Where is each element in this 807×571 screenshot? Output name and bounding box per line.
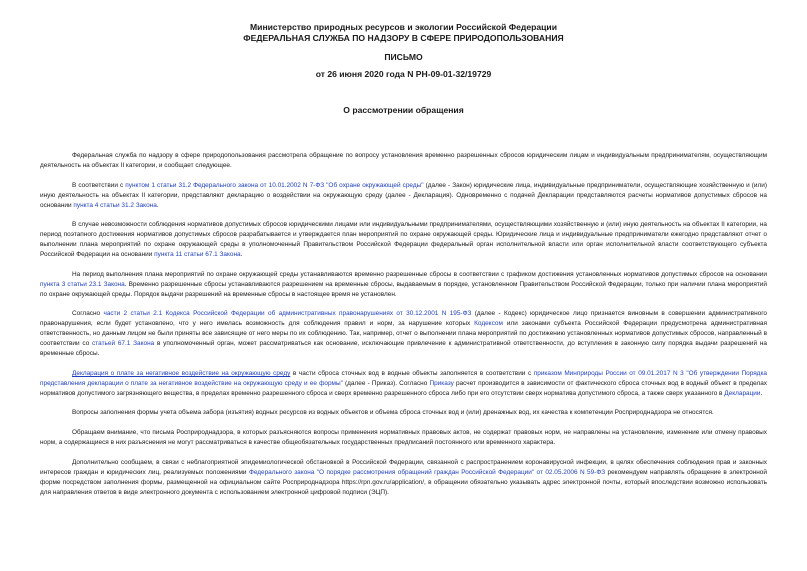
document-link[interactable]: пункта 11 статьи 67.1 Закона: [154, 251, 241, 259]
document-link[interactable]: Декларация о плате за негативное воздействие на окружающую среду: [72, 369, 291, 377]
document-link[interactable]: Кодексом: [474, 320, 503, 328]
paragraph-text: расчет производится в зависимости от фактического сброса сточных вод в водный объект в пределах нормативов допустимого загрязняющего вещества, в пределах временно разрешенного сброса и сверх временно разрешенного сброса либо при его отсутствии сверх норматива допустимого сброса, а также сверх указанного в: [40, 379, 767, 397]
paragraph-text: или законами субъекта Российской Федерации предусмотрена административная ответственность, но данным лицом не были приняты все зависящие от него меры по их соблюдению. Так, например, отчет о выполнении плана мероприятий по достижению установленных нормативов допустимых сбросов, направленный в соответствии со: [40, 320, 767, 348]
paragraph-text: в уполномоченный орган, может рассматриваться как основание, исключающие привлечение к административной ответственности, до вступления в законную силу порядка выдачи разрешений на временные сбросы.: [40, 340, 767, 358]
paragraph: [40, 458, 767, 498]
document-type: ПИСЬМО: [384, 52, 423, 62]
paragraph-text: .: [760, 389, 763, 397]
paragraph-text: Согласно: [72, 310, 104, 318]
paragraph-text: .: [156, 201, 159, 209]
paragraph-text: .: [240, 251, 243, 259]
paragraph: [40, 428, 767, 448]
document-subject: О рассмотрении обращения: [343, 105, 464, 115]
ministry-name: Министерство природных ресурсов и экологии Российской Федерации: [250, 22, 557, 32]
paragraph: [40, 151, 767, 171]
document-date-number: от 26 июня 2020 года N РН-09-01-32/19729: [315, 69, 492, 79]
document-link[interactable]: части 2 статьи 2.1 Кодекса Российской Федерации об административных правонарушениях от 30.12.2001 N 195-ФЗ: [103, 310, 472, 318]
paragraph: [40, 270, 767, 300]
paragraph-text: в части сброса сточных вод в водные объекты заполняется в соответствии с: [290, 369, 534, 377]
paragraph-text: В соответствии с: [72, 181, 126, 189]
document-link[interactable]: Федерального закона "О порядке рассмотрения обращений граждан Российской Федерации" от 02.05.2006 N 59-ФЗ: [248, 468, 606, 476]
paragraph: [40, 220, 767, 260]
document-link[interactable]: статьей 67.1 Закона: [92, 340, 155, 348]
paragraph-text: Обращаем внимание, что письма Росприроднадзора, в которых разъясняются вопросы применения нормативных правовых актов, не содержат правовых норм, не направлены на установление, изменение или отмену правовых норм, а содержащиеся в них разъяснения не могут рассматриваться в качестве общеобязательных государственных предписаний постоянного или временного характера.: [40, 429, 767, 447]
paragraph: [40, 181, 767, 211]
document-link[interactable]: пункта 3 статьи 23.1 Закона: [40, 280, 125, 288]
document-link[interactable]: пункта 4 статьи 31.2 Закона: [73, 201, 157, 209]
paragraph: [40, 369, 767, 399]
paragraph-text: На период выполнения плана мероприятий по охране окружающей среды устанавливаются временно разрешенные сбросы в соответствии с графиком достижения установленных нормативов допустимых сбросов на основании: [72, 270, 767, 278]
paragraph-text: Вопросы заполнения формы учета объема забора (изъятия) водных ресурсов из водных объектов и объема сброса сточных вод и (или) дренажных вод, их качества к компетенции Росприроднадзора не относятся.: [72, 409, 714, 417]
paragraph-text: (далее - Кодекс) юридическое лицо признается виновным в совершении административного правонарушения, если будет установлено, что у него имелась возможность для соблюдения правил и норм, за нарушение которых: [40, 310, 767, 328]
paragraph-text: Дополнительно сообщаем, в связи с неблагоприятной эпидемиологической обстановкой в Российской Федерации, связанной с распространением коронавирусной инфекции, в целях обеспечения соблюдения прав и законных интересов граждан и юридических лиц, реализуемых положениями: [40, 458, 767, 476]
paragraph-text: Федеральная служба по надзору в сфере природопользования рассмотрела обращение по вопросу установления временно разрешенных сбросов юридическим лицам и индивидуальным предпринимателям, осуществляющим деятельность на объектах II категории, и сообщает следующее.: [40, 152, 767, 169]
paragraph-text: . Временно разрешенные сбросы устанавливаются разрешением на временные сбросы, выдаваемым в порядке, установленном Правительством Российской Федерации, только при наличии плана мероприятий по охране окружающей среды. Порядок выдачи разрешений на временные сбросы в настоящее время не установлен.: [40, 280, 768, 298]
document-body: [40, 151, 767, 498]
document-link[interactable]: приказом Минприроды России от 09.01.2017 N 3 "Об утверждении Порядка представления декларации о плате за негативное воздействие на окружающую среду и ее формы": [40, 369, 767, 387]
document-link[interactable]: Приказу: [429, 379, 454, 387]
paragraph-text: (далее - Закон) юридические лица, индивидуальные предприниматели, осуществляющие хозяйственную и (или) иную деятельность на объектах II категории, представляют декларацию о воздействии на окружающую среду (далее - Декларация). Одновременно с подачей Декларации представляются расчеты нормативов допустимых сбросов на основании: [40, 181, 767, 209]
paragraph-text: рекомендуем направлять обращение в электронной форме посредством заполнения формы, размещенной на официальном сайте Росприроднадзора https://rpn.gov.ru/application/, в обращении обязательно указывать адрес электронной почты, который впоследствии возможно использовать для направления ответов в виде электронного документа с использованием электронной цифровой подписи (ЭЦП).: [40, 468, 767, 496]
document-link[interactable]: Декларации: [724, 389, 761, 397]
paragraph-text: В случае невозможности соблюдения нормативов допустимых сбросов юридическими лицами или индивидуальными предпринимателями, осуществляющими хозяйственную и (или) иную деятельность на объектах II категории, на период поэтапного достижения нормативов допустимых сбросов разрабатывается и утверждается план мероприятий по охране окружающей среды. Юридические лица и индивидуальные предприниматели ежегодно представляют отчет о выполнении плана мероприятий по охране окружающей среды в уполномоченный Правительством Российской Федерации федеральный орган исполнительной власти или орган исполнительной власти соответствующего субъекта Российской Федерации на основании: [40, 221, 767, 259]
paragraph: [40, 309, 767, 359]
paragraph: [40, 408, 767, 418]
document-link[interactable]: пунктом 1 статьи 31.2 Федерального закона от 10.01.2002 N 7-ФЗ "Об охране окружающей среды": [125, 181, 424, 189]
paragraph-text: (далее - Приказ). Согласно: [342, 379, 430, 387]
service-name: ФЕДЕРАЛЬНАЯ СЛУЖБА ПО НАДЗОРУ В СФЕРЕ ПРИРОДОПОЛЬЗОВАНИЯ: [243, 33, 564, 43]
